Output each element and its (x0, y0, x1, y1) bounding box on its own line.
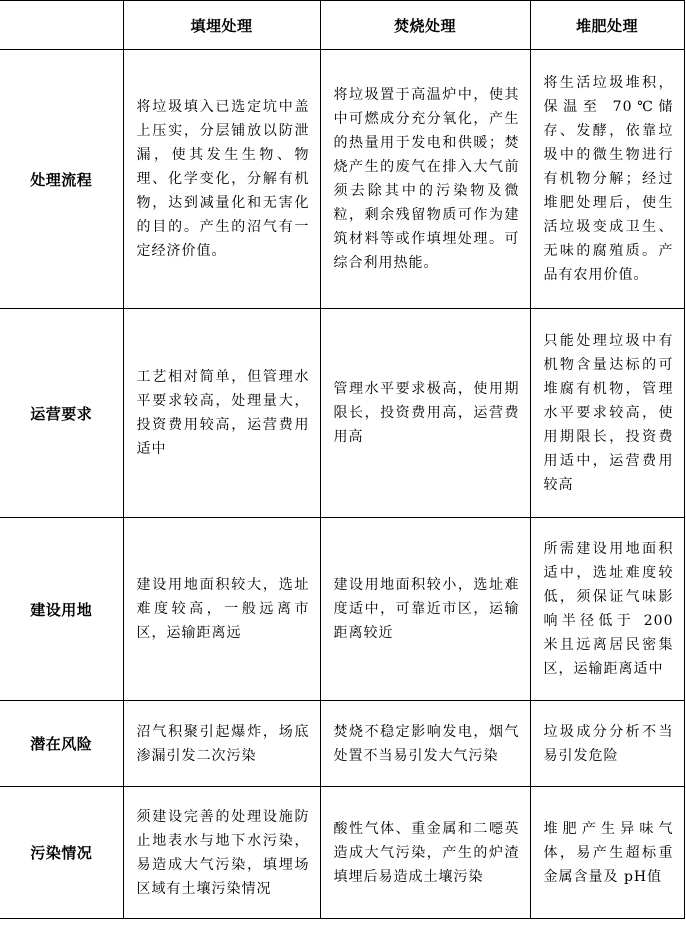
table-cell: 将生活垃圾堆积，保温至 70℃储存、发酵，依靠垃圾中的微生物进行有机物分解；经过堆肥处理后，使生活垃圾变成卫生、无味的腐殖质。产品有农用价值。 (530, 50, 684, 309)
table-cell: 沼气积聚引起爆炸，场底渗漏引发二次污染 (123, 701, 320, 787)
table-cell: 须建设完善的处理设施防止地表水与地下水污染，易造成大气污染，填埋场区域有土壤污染情况 (123, 787, 320, 919)
row-label: 污染情况 (0, 787, 123, 919)
table-row (0, 787, 684, 919)
table-row (0, 518, 684, 701)
table-cell: 只能处理垃圾中有机物含量达标的可堆腐有机物，管理水平要求较高，使用期限长，投资费用适中，运营费用较高 (530, 309, 684, 518)
table-cell: 建设用地面积较大，选址难度较高，一般远离市区，运输距离远 (123, 518, 320, 701)
table-cell: 所需建设用地面积适中，选址难度较低，须保证气味影响半径低于 200 米且远离居民密集区，运输距离适中 (530, 518, 684, 701)
table-row (0, 50, 684, 309)
row-label: 潜在风险 (0, 701, 123, 787)
table-cell: 将垃圾填入已选定坑中盖上压实，分层铺放以防泄漏，使其发生生物、物理、化学变化，分解有机物，达到减量化和无害化的目的。产生的沼气有一定经济价值。 (123, 50, 320, 309)
table-cell: 建设用地面积较小，选址难度适中，可靠近市区，运输距离较近 (320, 518, 530, 701)
table-cell: 焚烧不稳定影响发电，烟气处置不当易引发大气污染 (320, 701, 530, 787)
header-row (0, 1, 684, 50)
corner-header (0, 1, 123, 50)
table-cell: 堆肥产生异味气体，易产生超标重金属含量及 pH值 (530, 787, 684, 919)
table-row (0, 309, 684, 518)
row-label: 运营要求 (0, 309, 123, 518)
table-cell: 管理水平要求极高，使用期限长，投资费用高，运营费用高 (320, 309, 530, 518)
row-label: 处理流程 (0, 50, 123, 309)
table-cell: 工艺相对简单，但管理水平要求较高，处理量大，投资费用较高，运营费用适中 (123, 309, 320, 518)
header-landfill: 填埋处理 (123, 1, 320, 50)
table-cell: 将垃圾置于高温炉中，使其中可燃成分充分氧化，产生的热量用于发电和供暖；焚烧产生的废气在排入大气前须去除其中的污染物及微粒，剩余残留物质可作为建筑材料等或作填埋处理。可综合利用热能。 (320, 50, 530, 309)
header-composting: 堆肥处理 (530, 1, 684, 50)
table-row (0, 701, 684, 787)
table-cell: 垃圾成分分析不当易引发危险 (530, 701, 684, 787)
row-label: 建设用地 (0, 518, 123, 701)
header-incineration: 焚烧处理 (320, 1, 530, 50)
table-cell: 酸性气体、重金属和二噁英造成大气污染，产生的炉渣填埋后易造成土壤污染 (320, 787, 530, 919)
